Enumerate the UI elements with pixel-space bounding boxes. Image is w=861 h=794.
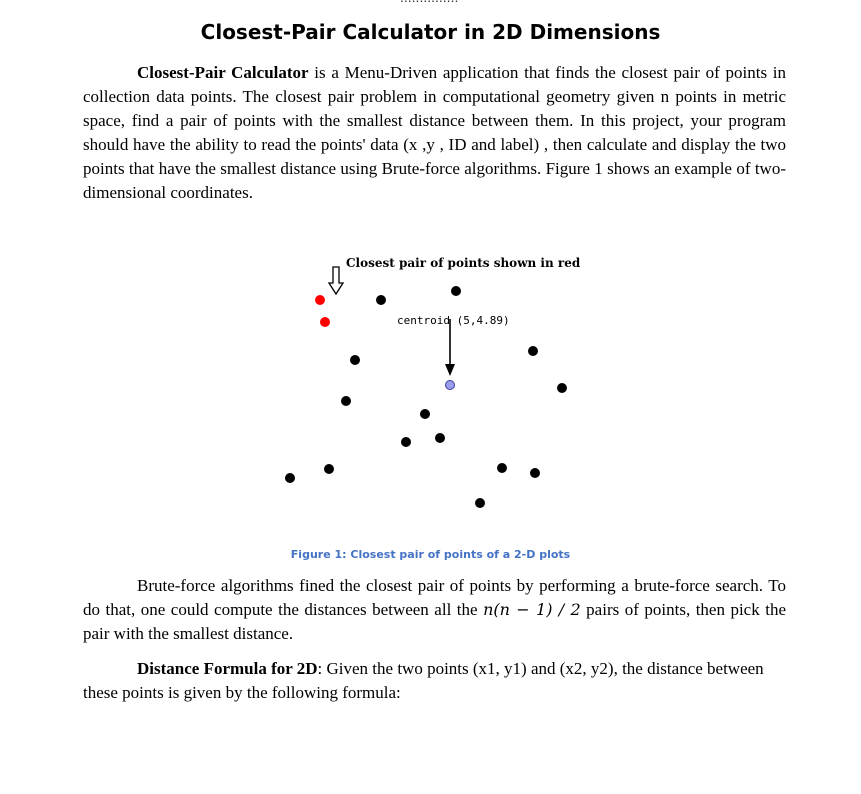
data-point: [475, 498, 485, 508]
data-point: [451, 286, 461, 296]
distance-lead: Distance Formula for 2D: [137, 659, 318, 678]
data-point: [420, 409, 430, 419]
distance-paragraph: [83, 657, 786, 705]
intro-paragraph: [83, 61, 786, 205]
data-point: [350, 355, 360, 365]
intro-lead: Closest-Pair Calculator: [137, 63, 309, 82]
down-arrow-icon: [329, 267, 343, 294]
data-point: [324, 464, 334, 474]
centroid-point: [446, 381, 455, 390]
figure-heading: Closest pair of points shown in red: [346, 256, 581, 270]
page-title: Closest-Pair Calculator in 2D Dimensions: [200, 20, 661, 44]
distance-text: : Given the two points (x1, y1) and (x2, y2), the distance between these points is given by the following formula:: [83, 659, 764, 702]
page-top-fragment: [400, 0, 460, 4]
data-point: [341, 396, 351, 406]
closest-pair-point: [320, 317, 330, 327]
intro-text: is a Menu-Driven application that finds the closest pair of points in collection data points. The closest pair problem in computational geometry given n points in metric space, find a pair of points with the smallest distance between them. In this project, your program should have the ability to read the points' data (x ,y , ID and label) , then calculate and display the two points that have the smallest distance using Brute-force algorithms. Figure 1 shows an example of two-dimensional coordinates.: [83, 63, 786, 202]
data-point: [285, 473, 295, 483]
closest-pair-point: [315, 295, 325, 305]
bruteforce-paragraph: [83, 574, 786, 646]
closest-pair-figure: [260, 240, 600, 530]
centroid-arrow: [445, 319, 455, 376]
centroid-label: centroid (5,4.89): [397, 314, 510, 327]
data-point: [376, 295, 386, 305]
data-point: [497, 463, 507, 473]
data-point: [528, 346, 538, 356]
figure-caption: Figure 1: Closest pair of points of a 2-D plots: [290, 548, 571, 561]
data-point: [530, 468, 540, 478]
data-point: [401, 437, 411, 447]
data-point: [435, 433, 445, 443]
pairs-formula: n(n − 1) / 2: [483, 600, 581, 619]
bruteforce-text-before: Brute-force algorithms fined the closest pair of points by performing a brute-force search. To do that, one could compute the distances between all the: [83, 576, 786, 619]
bruteforce-text-after: pairs of points, then pick the pair with the smallest distance.: [83, 600, 786, 643]
data-point: [557, 383, 567, 393]
